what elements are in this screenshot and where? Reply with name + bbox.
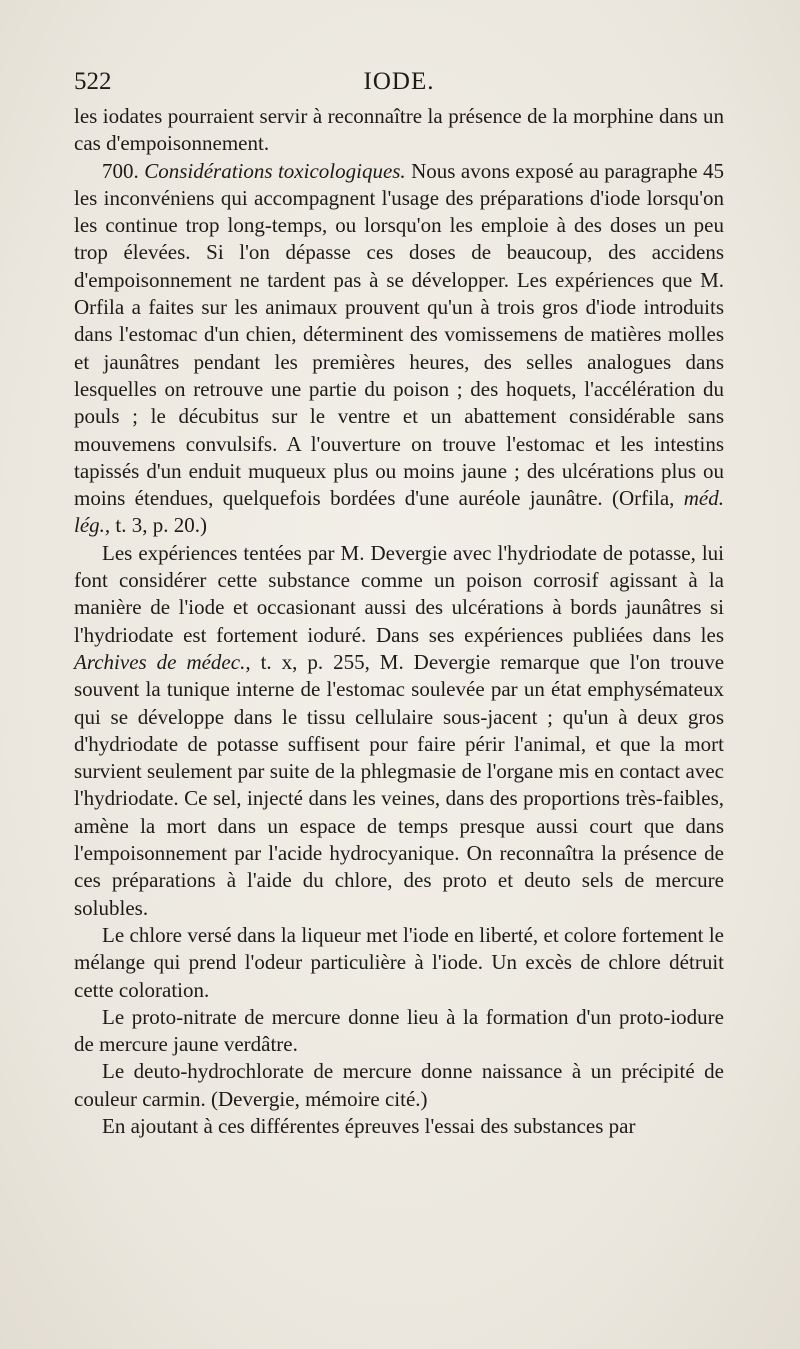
citation-tail: t. 3, p. 20.) [115, 513, 207, 538]
paragraph-text: Le deuto-hydrochlorate de mercure donne naissance à un précipité de couleur carmin. (Devergie, mémoire cité.) [74, 1059, 724, 1111]
paragraph-text: Le chlore versé dans la liqueur met l'iode en liberté, et colore fortement le mélange qui prend l'odeur particulière à l'iode. Un excès de chlore détruit cette coloration. [74, 922, 724, 1002]
section-label: Considérations toxicologiques. [144, 158, 406, 183]
paragraph-continuation [74, 103, 724, 158]
page-body [74, 103, 724, 1140]
paragraph-text-tail: t. x, p. 255, M. Devergie remarque que l'on trouve souvent la tunique interne de l'estomac soulevée par un état emphysémateux qui se développe dans le tissu cellulaire sous-jacent ; qu'un à deux gros d'hydriodate de potasse suffisent pour faire périr l'animal, et que la mort survient seulement par suite de la phlegmasie de l'organe mis en contact avec l'hydriodate. Ce sel, injecté dans les veines, dans des proportions très-faibles, amène la mort dans un espace de temps presque aussi court que dans l'empoisonnement par l'acide hydrocyanique. On reconnaîtra la présence de ces préparations à l'aide du chlore, des proto et deuto sels de mercure solubles. [74, 649, 725, 920]
citation-title: Archives de médec., [74, 649, 251, 674]
paragraph-chlore [74, 922, 724, 1004]
paragraph-deuto-hydrochlorate [74, 1058, 724, 1113]
paragraph-devergie [74, 540, 724, 922]
running-title: IODE. [363, 68, 435, 95]
paragraph-text: Nous avons exposé au paragraphe 45 les inconvéniens qui accompagnent l'usage des préparations d'iode lorsqu'on les continue trop long-temps, ou lorsqu'on les emploie à des doses un peu trop élevées. Si l'on dépasse ces doses de beaucoup, des accidens d'empoisonnement ne tardent pas à se développer. Les expériences que M. Orfila a faites sur les animaux prouvent qu'un à trois gros d'iode introduits dans l'estomac d'un chien, déterminent des vomissemens de matières molles et jaunâtres pendant les premières heures, des selles analogues dans lesquelles on retrouve une partie du poison ; des hoquets, l'accélération du pouls ; le décubitus sur le ventre et un abattement considérable sans mouvemens convulsifs. A l'ouverture on trouve l'estomac et les intestins tapissés d'un enduit muqueux plus ou moins jaune ; des ulcérations plus ou moins étendues, quelquefois bordées d'une auréole jaunâtre. (Orfila, [74, 158, 724, 511]
paragraph-final [74, 1113, 724, 1140]
paragraph-text: Le proto-nitrate de mercure donne lieu à la formation d'un proto-iodure de mercure jaune verdâtre. [74, 1004, 724, 1057]
paragraph-proto-nitrate [74, 1004, 724, 1059]
page-number: 522 [74, 68, 112, 95]
citation-title: méd. lég., [74, 486, 724, 538]
paragraph-text: En ajoutant à ces différentes épreuves l'essai des substances par [102, 1113, 636, 1138]
paragraph-700 [74, 158, 724, 540]
paragraph-text: Les expériences tentées par M. Devergie avec l'hydriodate de potasse, lui font considérer cette substance comme un poison corrosif agissant à la manière de l'iode et occasionant aussi des ulcérations à bords jaunâtres si l'hydriodate est fortement ioduré. Dans ses expériences publiées dans les [74, 540, 724, 647]
page-header [74, 68, 724, 102]
paragraph-text: les iodates pourraient servir à reconnaître la présence de la morphine dans un cas d'empoisonnement. [74, 104, 724, 156]
section-number: 700. [102, 158, 139, 183]
